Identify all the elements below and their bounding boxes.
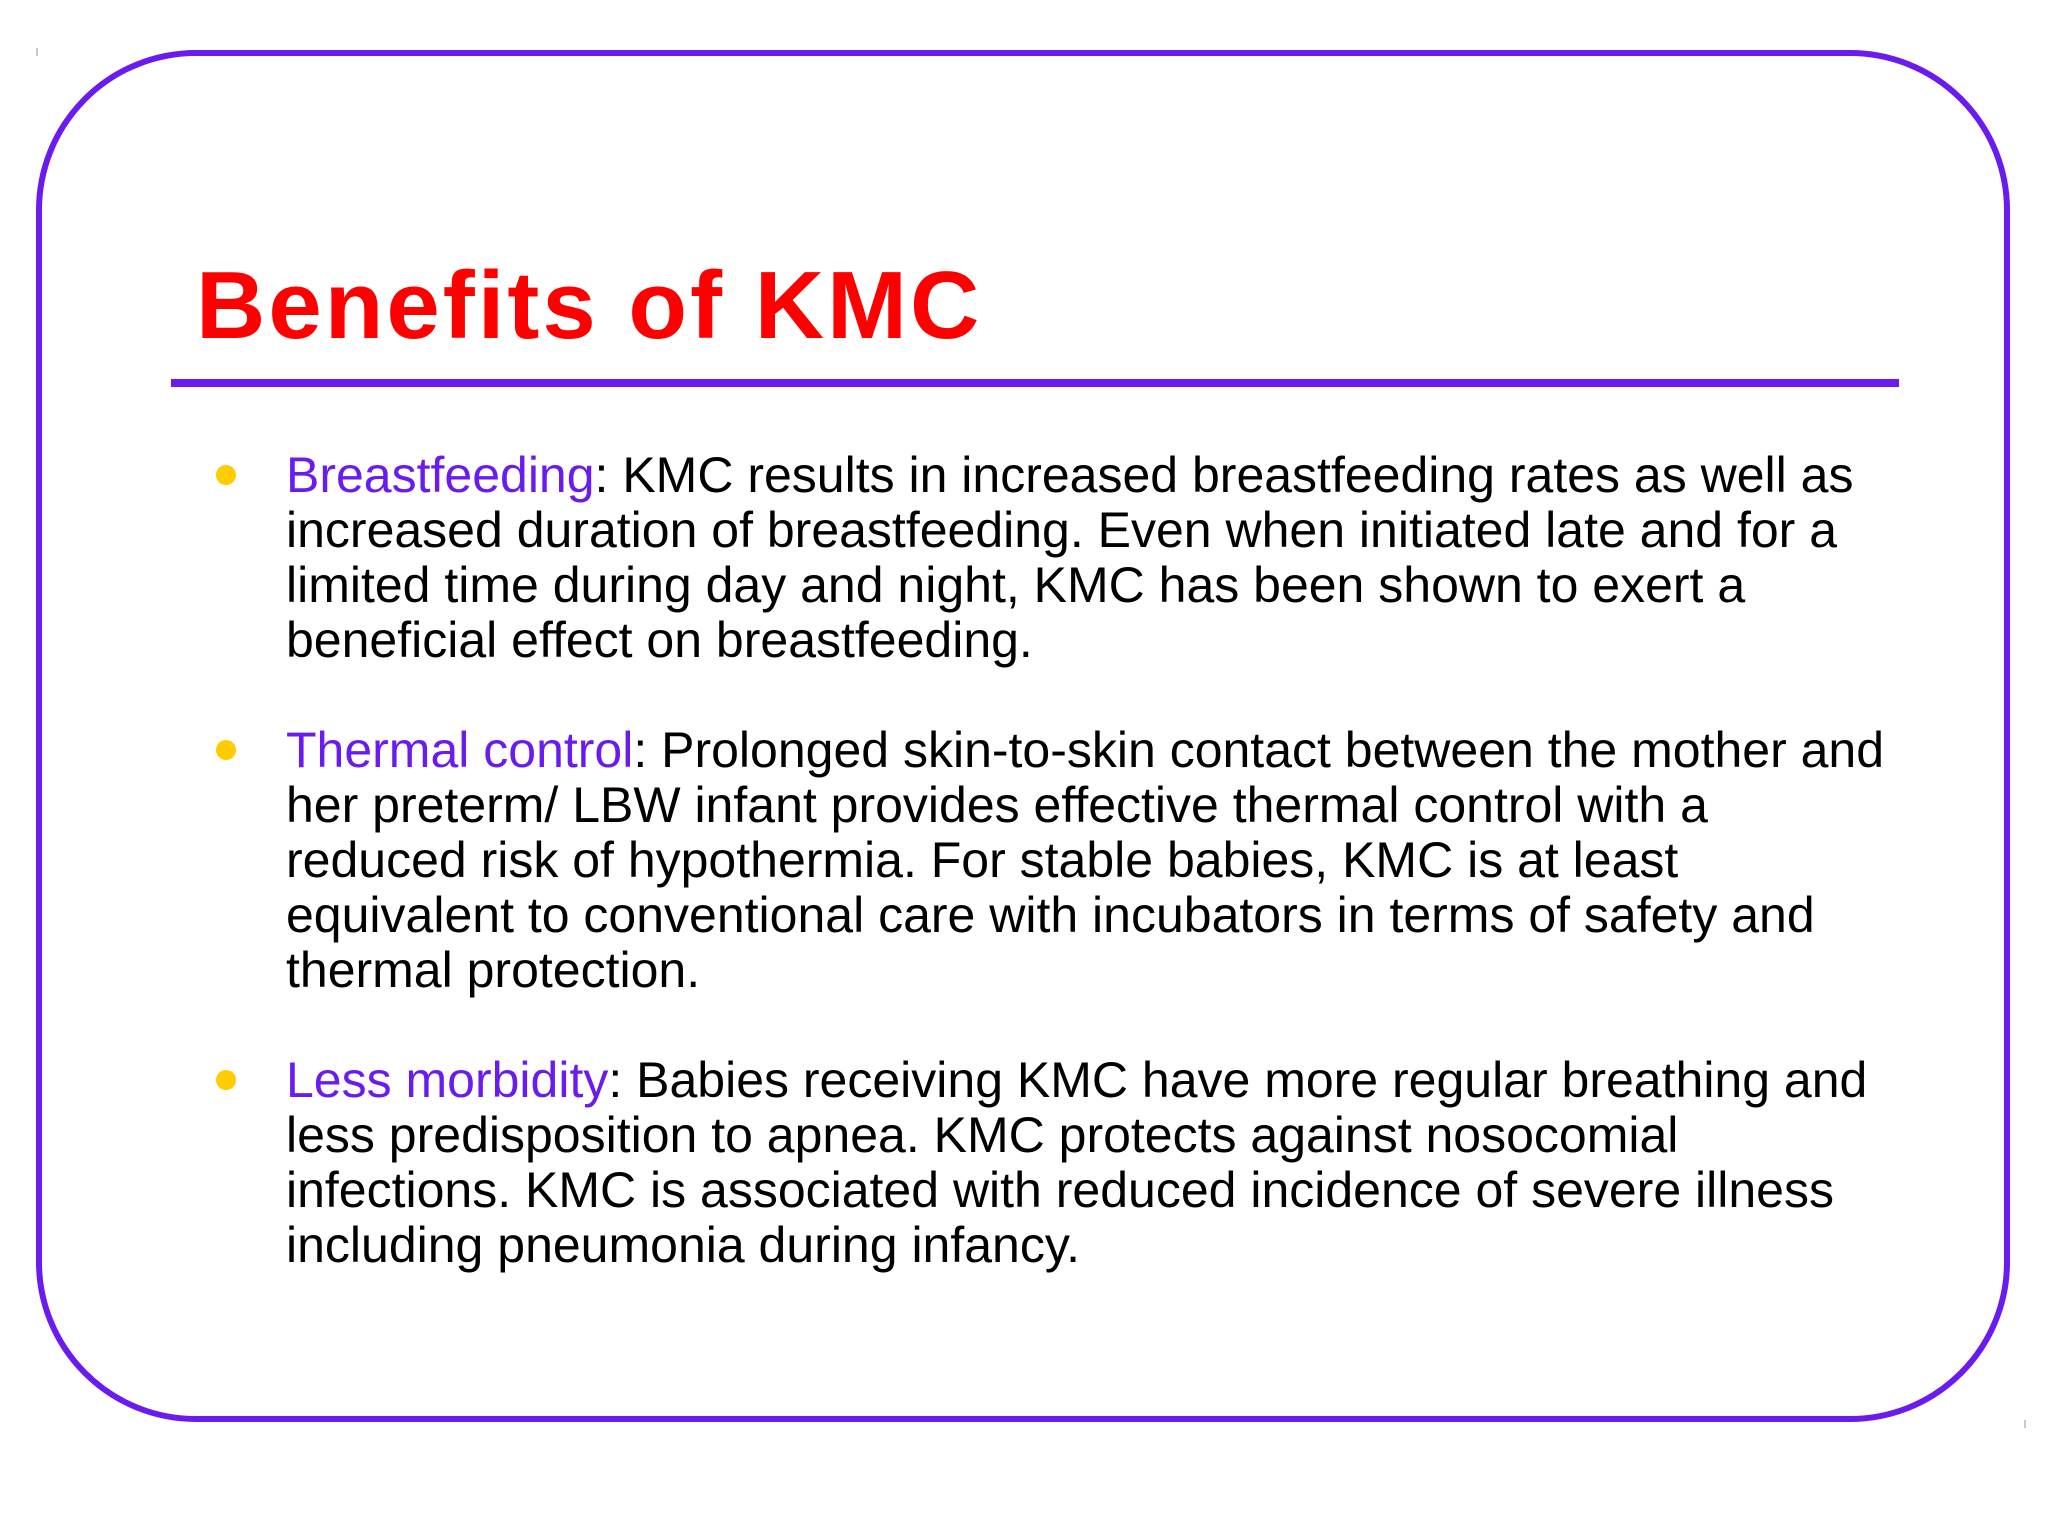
corner-mark-bottom-right (2024, 1420, 2026, 1428)
slide-title: Benefits of KMC (196, 252, 983, 359)
bullet-item-breastfeeding (210, 448, 1900, 668)
bullet-dot-icon (216, 1070, 236, 1090)
bullet-text: : Prolonged skin-to-skin contact between the mother and her preterm/ LBW infant provides effective thermal control with a reduced risk of hypothermia. For stable babies, KMC is at least equivalent to conventional care with incubators in terms of safety and thermal protection. (286, 722, 1885, 998)
bullet-list (210, 448, 1900, 1328)
title-underline (171, 379, 1899, 387)
bullet-dot-icon (216, 465, 236, 485)
bullet-term: Less morbidity (286, 1052, 609, 1108)
bullet-item-thermal-control (210, 723, 1900, 998)
bullet-item-less-morbidity (210, 1053, 1900, 1273)
bullet-text: : Babies receiving KMC have more regular breathing and less predisposition to apnea. KMC protects against nosocomial infections. KMC is associated with reduced incidence of severe illness including pneumonia during infancy. (286, 1052, 1868, 1273)
bullet-dot-icon (216, 740, 236, 760)
corner-mark-top-left (36, 48, 38, 56)
bullet-term: Breastfeeding (286, 447, 595, 503)
bullet-text: : KMC results in increased breastfeeding rates as well as increased duration of breastfeeding. Even when initiated late and for a limited time during day and night, KMC has been shown to exert a beneficial effect on breastfeeding. (286, 447, 1854, 668)
bullet-term: Thermal control (286, 722, 634, 778)
